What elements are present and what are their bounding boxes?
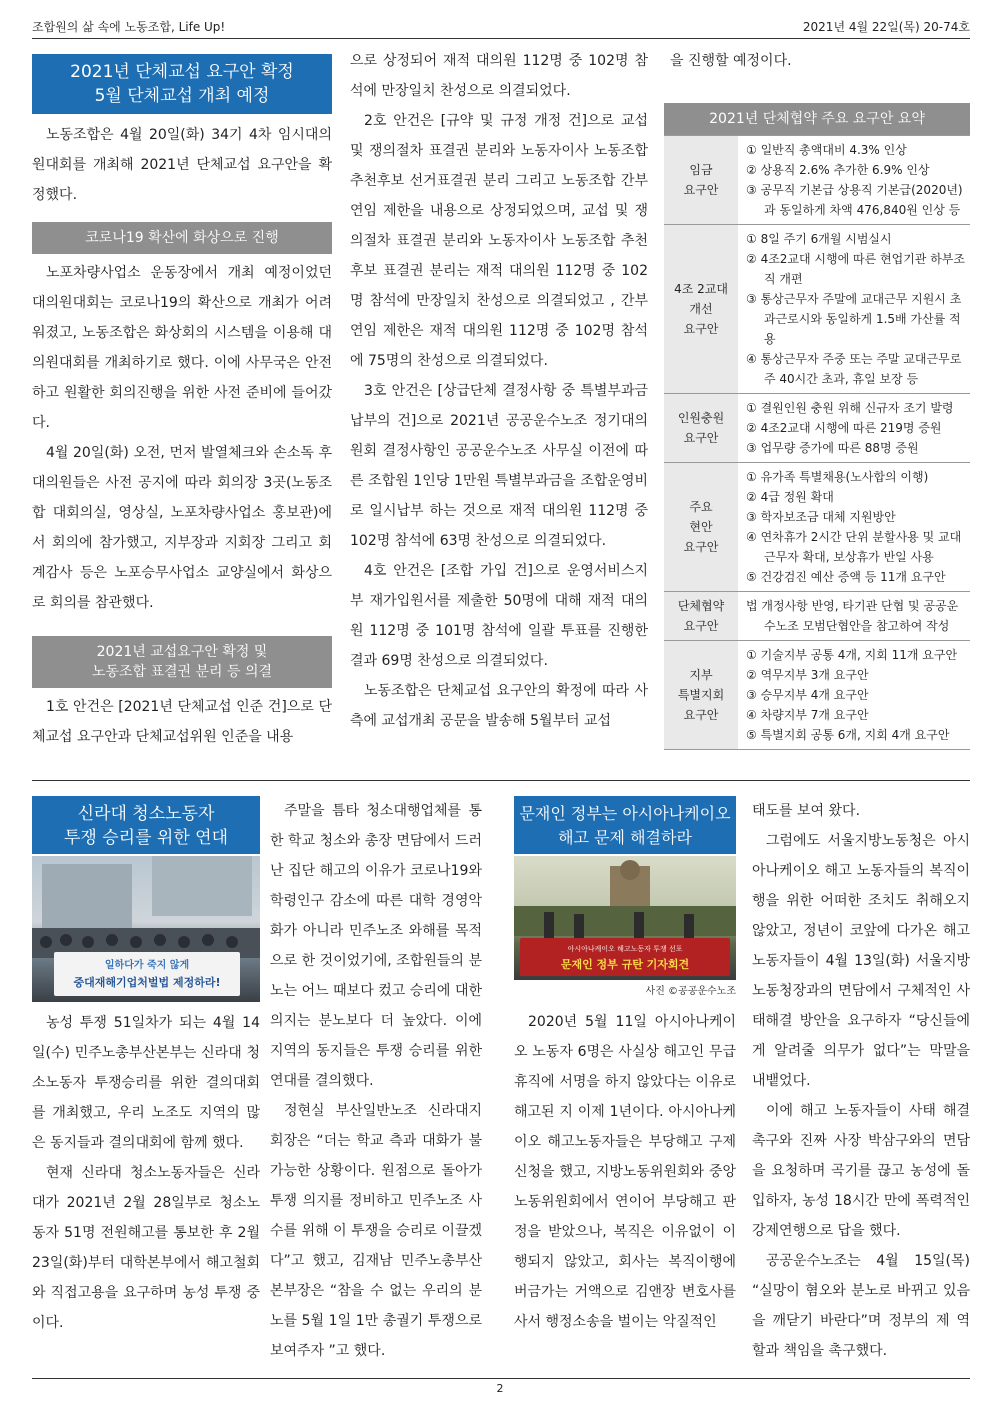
summary-title: 2021년 단체협약 주요 요구안 요약	[664, 103, 970, 135]
article3-para: 그럼에도 서울지방노동청은 아시아나케이오 해고 노동자들의 복직이행을 위한 어떠한 조치도 취해오지 않았고, 정년이 코앞에 다가온 해고 노동자들이 4월 13일(화) 서울지방노동청장과의 면담에서 구체적인 사태해결 방안을 요구하자 “당신들에게 알려줄 의무가 없다”는 막말을 내뱉었다.	[752, 833, 970, 1089]
article1-para: 1호 안건은 [2021년 단체교섭 인준 건]으로 단체교섭 요구안과 단체교섭위원 인준을 내용	[32, 699, 332, 745]
summary-row-label-line: 현안	[689, 520, 713, 534]
article1-para: 노포차량사업소 운동장에서 개최 예정이었던 대의원대회는 코로나19의 확산으로 개최가 어려워졌고, 노동조합은 화상회의 시스템을 이용해 대의원대회를 개최하기로 했다. 이에 사무국은 안전하고 원활한 회의진행을 위한 사전 준비에 들어갔다.	[32, 265, 332, 431]
summary-item: ② 역무지부 3개 요구안	[746, 668, 869, 682]
summary-row-label-line: 요구안	[683, 431, 719, 445]
summary-table-grid	[664, 135, 970, 749]
summary-row-items	[738, 592, 970, 641]
article2-para: 농성 투쟁 51일차가 되는 4월 14일(수) 민주노총부산본부는 신라대 청소노동자 투쟁승리를 위한 결의대회를 개최했고, 우리 노조도 지역의 많은 동지들과 결의대회에 함께 했다.	[32, 1015, 260, 1151]
summary-row-items	[738, 225, 970, 394]
summary-item: 법 개정사항 반영, 타기관 단협 및 공공운수노조 모범단협안을 참고하여 작성	[746, 599, 959, 633]
article3-photo-caption: 사진 ©공공운수노조	[645, 986, 736, 997]
summary-item: ⑤ 특별지회 공통 6개, 지회 4개 요구안	[746, 728, 950, 742]
article3-photo	[514, 856, 736, 980]
article3-col2	[752, 796, 970, 1366]
summary-row-label	[664, 641, 738, 750]
article1-para: 4월 20일(화) 오전, 먼저 발열체크와 손소독 후 대의원들은 사전 공지에 따라 회의장 3곳(노동조합 대회의실, 영상실, 노포차량사업소 홍보관)에서 회의에 참가했고, 지부장과 지회장 그리고 회계감사 등은 노포승무사업소 교양실에서 화상으로 회의를 참관했다.	[32, 445, 332, 611]
article3-para: 태도를 보여 왔다.	[752, 803, 861, 819]
summary-row-label-line: 요구안	[683, 183, 719, 197]
summary-item: ② 4조2교대 시행에 따른 현업기관 하부조직 개편	[746, 252, 965, 286]
summary-item: ② 4급 정원 확대	[746, 490, 834, 504]
article1-para: 4호 안건은 [조합 가입 건]으로 운영서비스지부 재가입원서를 제출한 50명에 대해 재적 대의원 112명 중 101명 참석에 일괄 투표를 진행한 결과 69명 찬성으로 의결되었다.	[350, 563, 648, 669]
article1-para: 으로 상정되어 재적 대의원 112명 중 102명 참석에 만장일치 찬성으로 의결되었다.	[350, 53, 648, 99]
summary-item: ③ 학자보조금 대체 지원방안	[746, 510, 896, 524]
summary-row-label-line: 특별지회	[677, 688, 725, 702]
article2-title	[32, 796, 260, 854]
rally-banner-line2: 중대재해기업처벌법 제정하라!	[73, 976, 221, 989]
summary-row-items	[738, 136, 970, 225]
summary-row-label	[664, 136, 738, 225]
summary-row	[664, 641, 970, 750]
summary-row	[664, 394, 970, 463]
summary-item: ① 유가족 특별채용(노사합의 이행)	[746, 470, 929, 484]
page-header	[32, 14, 970, 39]
article1-col1	[32, 54, 332, 752]
article2-photo	[32, 856, 260, 1002]
header-issue-date: 2021년 4월 22일(목) 20-74호	[802, 20, 970, 34]
article3-col1	[514, 796, 736, 1337]
summary-item: ④ 차량지부 7개 요구안	[746, 708, 869, 722]
summary-row-label	[664, 225, 738, 394]
page-number: 2	[496, 1382, 504, 1395]
article2-para: 현재 신라대 청소노동자들은 신라대가 2021년 2월 28일부로 청소노동자 51명 전원해고를 통보한 후 2월 23일(화)부터 대학본부에서 해고철회와 직접고용을 요구하며 농성 투쟁 중이다.	[32, 1165, 260, 1331]
summary-row	[664, 463, 970, 592]
summary-row-label	[664, 463, 738, 592]
summary-row-label	[664, 592, 738, 641]
summary-row-label-line: 요구안	[683, 540, 719, 554]
summary-item: ① 8일 주기 6개월 시범실시	[746, 232, 892, 246]
summary-item: ② 상용직 2.6% 추가한 6.9% 인상	[746, 163, 930, 177]
summary-row-label-line: 인원충원	[677, 411, 725, 425]
summary-row-label-line: 요구안	[683, 322, 719, 336]
article1-para: 3호 안건은 [상급단체 결정사항 중 특별부과금 납부의 건]으로 2021년 공공운수노조 정기대의원회 결정사항인 공공운수노조 사무실 이전에 따른 조합원 1인당 1만원 특별부과금을 조합운영비로 일시납부 하는 것으로 재적 대의원 112명 중 102명 참석에 63명 찬성으로 의결되었다.	[350, 383, 648, 549]
article1-title-line1: 2021년 단체교섭 요구안 확정	[70, 62, 294, 82]
article1-para: 노동조합은 단체교섭 요구안의 확정에 따라 사측에 교섭개최 공문을 발송해 5월부터 교섭	[350, 683, 648, 729]
article3-title-line1: 문재인 정부는 아시아나케이오	[519, 804, 731, 823]
summary-row-items	[738, 463, 970, 592]
summary-item: ① 기술지부 공통 4개, 지회 11개 요구안	[746, 648, 958, 662]
article1-title	[32, 54, 332, 114]
article3-para: 공공운수노조는 4월 15일(목) “실망이 혐오와 분노로 바뀌고 있음을 깨닫기 바란다”며 정부의 제 역할과 책임을 촉구했다.	[752, 1253, 970, 1359]
article2-col1	[32, 796, 260, 1338]
summary-row-label-line: 요구안	[683, 619, 719, 633]
article2-para: 정현실 부산일반노조 신라대지회장은 “더는 학교 측과 대화가 불가능한 상황이다. 원점으로 돌아가 투쟁 의지를 정비하고 민주노조 사수를 위해 이 투쟁을 승리로 이끌겠다”고 했고, 김재남 민주노총부산본부장은 “참을 수 없는 우리의 분노를 5월 1일 1만 총궐기 투쟁으로 보여주자 ”고 했다.	[270, 1103, 482, 1359]
article3-para: 이에 해고 노동자들이 사태 해결 촉구와 진짜 사장 박삼구와의 면담을 요청하며 곡기를 끊고 농성에 돌입하자, 농성 18시간 만에 폭력적인 강제연행으로 답을 했다.	[752, 1103, 970, 1239]
article2-title-line2: 투쟁 승리를 위한 연대	[63, 828, 228, 848]
summary-item: ③ 승무지부 4개 요구안	[746, 688, 869, 702]
summary-row	[664, 136, 970, 225]
summary-row-label-line: 임금	[689, 163, 713, 177]
article1-para: 을 진행할 예정이다.	[670, 53, 792, 69]
summary-row-label-line: 4조 2교대	[674, 282, 728, 296]
summary-row	[664, 592, 970, 641]
article1-col3	[664, 46, 970, 76]
summary-row-label-line: 단체협약	[677, 599, 725, 613]
rally-banner-line1: 일하다가 죽지 않게	[104, 960, 190, 971]
article1-title-line2: 5월 단체교섭 개최 예정	[94, 86, 270, 106]
summary-item: ① 결원인원 충원 위해 신규자 조기 발령	[746, 401, 954, 415]
article1-para: 2호 안건은 [규약 및 규정 개정 건]으로 교섭 및 쟁의절차 표결권 분리와 노동자이사 노동조합 추천후보 선거표결권 분리 그리고 노동조합 간부연임 제한을 내용으로 상정되었으며, 교섭 및 쟁의절차 표결권 분리와 노동자이사 노동조합 추천후보 표결권 분리는 재적 대의원 112명 중 102명 참석에 만장일치 찬성으로 의결되었고 , 간부연임 제한은 재적 대의원 112명 중 102명 참석에 75명의 찬성으로 의결되었다.	[350, 113, 648, 369]
summary-item: ④ 연차휴가 2시간 단위 분할사용 및 교대근무자 확대, 보상휴가 반일 사용	[746, 530, 962, 564]
article2-title-line1: 신라대 청소노동자	[77, 804, 215, 824]
press-conference-illustration	[514, 856, 736, 980]
article1-subheading-line2: 노동조합 표결권 분리 등 의결	[91, 664, 273, 680]
article3-title-line2: 해고 문제 해결하라	[558, 828, 692, 847]
footer-divider	[32, 1378, 970, 1379]
summary-row	[664, 225, 970, 394]
article3-title	[514, 796, 736, 854]
article1-subheading: 코로나19 확산에 화상으로 진행	[32, 222, 332, 254]
summary-row-label-line: 요구안	[683, 708, 719, 722]
summary-row-items	[738, 394, 970, 463]
article2-col2	[270, 796, 482, 1366]
summary-item: ② 4조2교대 시행에 따른 219명 증원	[746, 421, 942, 435]
article2-para: 주말을 틈타 청소대행업체를 통한 학교 청소와 총장 면담에서 드러난 집단 해고의 이유가 코로나19와 학령인구 감소에 따른 대학 경영악화가 아니라 민주노조 와해를 목적으로 한 것이었기에, 조합원들의 분노는 어느 때보다 컸고 승리에 대한 의지는 분노보다 더 높았다. 이에 지역의 동지들은 투쟁 승리를 위한 연대를 결의했다.	[270, 803, 482, 1089]
press-banner-line2: 문재인 정부 규탄 기자회견	[560, 958, 690, 971]
section-divider	[32, 780, 970, 781]
summary-item: ③ 통상근무자 주말에 교대근무 지원시 초과근로시와 동일하게 1.5배 가산률 적용	[746, 292, 962, 346]
article1-subheading	[32, 636, 332, 688]
rally-illustration	[32, 856, 260, 1002]
summary-row-label-line: 주요	[689, 500, 713, 514]
summary-item: ③ 업무량 증가에 따른 88명 증원	[746, 441, 919, 455]
summary-row-items	[738, 641, 970, 750]
header-slogan: 조합원의 삶 속에 노동조합, Life Up!	[32, 20, 226, 34]
summary-item: ④ 통상근무자 주중 또는 주말 교대근무로 주 40시간 초과, 휴일 보장 등	[746, 352, 962, 386]
article1-subheading-line1: 2021년 교섭요구안 확정 및	[96, 644, 268, 660]
article1-col2	[350, 46, 648, 736]
article3-para: 2020년 5월 11일 아시아나케이오 노동자 6명은 사실상 해고인 무급휴직에 서명을 하지 않았다는 이유로 해고된 지 이제 1년이다. 아시아나케이오 해고노동자들은 부당해고 구제신청을 했고, 지방노동위원회와 중앙노동위원회에서 연이어 부당해고 판정을 받았으나, 복직은 이유없이 이행되지 않았고, 회사는 복직이행에 버금가는 거액으로 김앤장 변호사를 사서 행정소송을 벌이는 악질적인	[514, 1014, 736, 1330]
summary-item: ③ 공무직 기본급 상용직 기본급(2020년)과 동일하게 차액 476,840원 인상 등	[746, 183, 963, 217]
summary-table	[664, 103, 970, 750]
article1-para: 노동조합은 4월 20일(화) 34기 4차 임시대의원대회를 개최해 2021년 단체교섭 요구안을 확정했다.	[32, 127, 332, 203]
press-banner-line1: 아시아나케이오 해고노동자 투쟁 선포	[567, 945, 683, 953]
summary-item: ⑤ 건강검진 예산 증액 등 11개 요구안	[746, 570, 946, 584]
summary-row-label	[664, 394, 738, 463]
summary-item: ① 일반직 총액대비 4.3% 인상	[746, 143, 907, 157]
summary-row-label-line: 개선	[689, 302, 713, 316]
summary-row-label-line: 지부	[689, 668, 713, 682]
